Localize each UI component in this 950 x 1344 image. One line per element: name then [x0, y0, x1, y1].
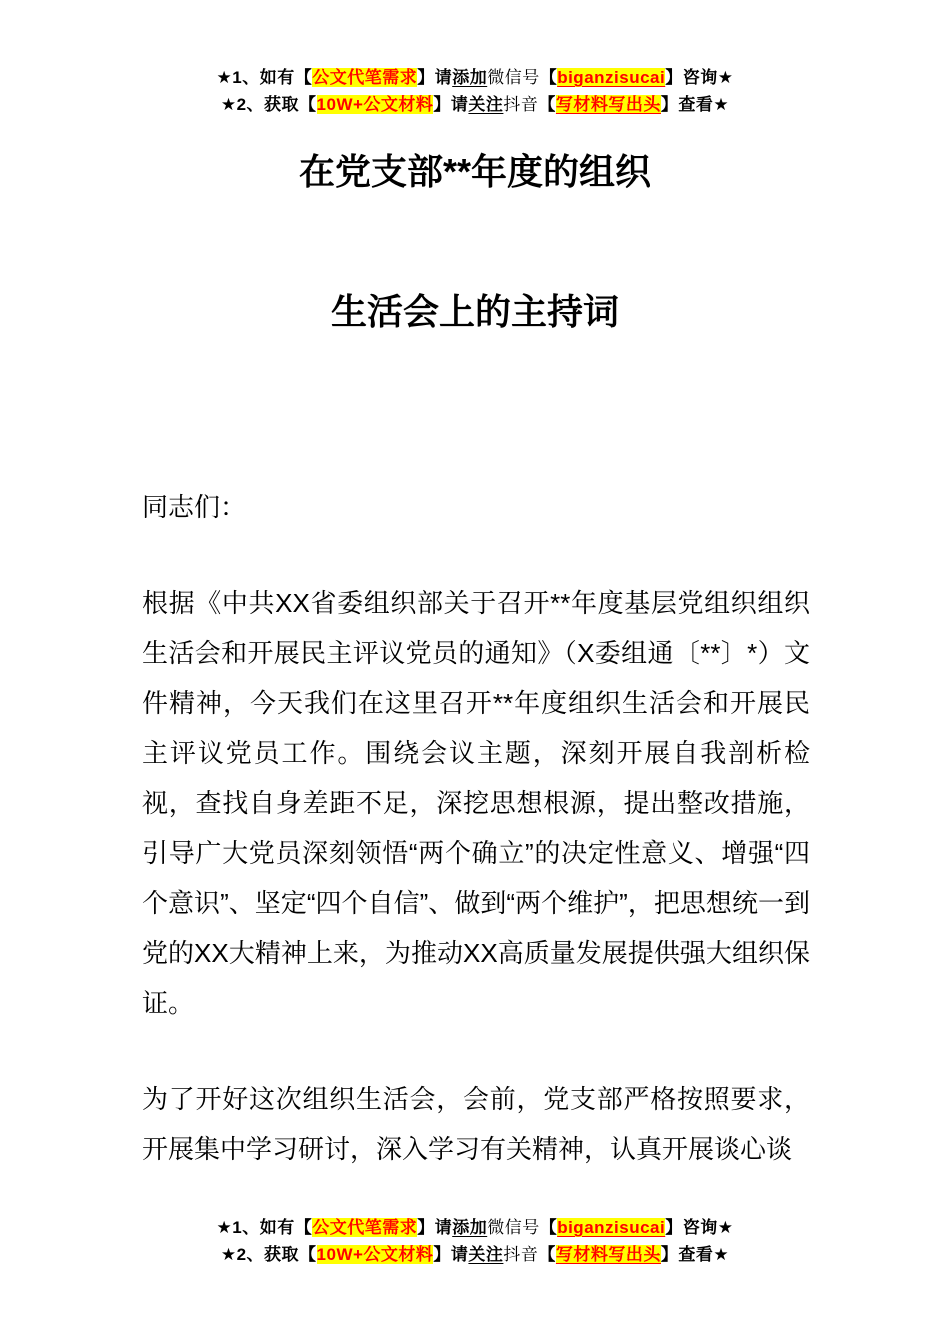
ad-connector-text: 】请 [433, 1245, 469, 1264]
ad-douyin-account-highlight: 写材料写出头 [555, 1245, 661, 1264]
ad-platform-wechat-text: 微信号 [487, 1218, 540, 1237]
ad-suffix-text: 】咨询★ [665, 1218, 734, 1237]
document-title-line-2: 生活会上的主持词 [330, 291, 619, 332]
ad-platform-wechat-text: 微信号 [487, 68, 540, 87]
ad-action-add-underlined: 添加 [452, 68, 488, 87]
ad-prefix-text: ★1、如有【 [216, 68, 313, 87]
ad-platform-douyin-text: 抖音 [503, 1245, 539, 1264]
body-paragraph-1: 根据《中共XX省委组织部关于召开**年度基层党组织组织生活会和开展民主评议党员的通知》（X委组通〔**〕*）文件精神，今天我们在这里召开**年度组织生活会和开展民主评议党员工作。围绕会议主题，深刻开展自我剖析检视，查找自身差距不足，深挖思想根源，提出整改措施，引导广大党员深刻领悟“两个确立”的决定性意义、增强“四个意识”、坚定“四个自信”、做到“两个维护”，把思想统一到党的XX大精神上来，为推动XX高质量发展提供强大组织保证。 [142, 588, 810, 1018]
ad-prefix-text: ★2、获取【 [220, 1245, 317, 1264]
ad-connector-text: 】请 [417, 68, 453, 87]
ad-prefix-text: ★1、如有【 [216, 1218, 313, 1237]
ad-open-bracket: 【 [539, 68, 558, 87]
ad-action-follow-underlined: 关注 [468, 95, 504, 114]
ad-suffix-text: 】咨询★ [665, 68, 734, 87]
footer-ad-banner [0, 1214, 950, 1268]
ad-service-keyword-highlight: 公文代笔需求 [312, 1218, 418, 1237]
footer-ad-line-1 [0, 1214, 950, 1241]
ad-open-bracket: 【 [538, 1245, 556, 1264]
salutation: 同志们： [142, 492, 247, 522]
ad-action-follow-underlined: 关注 [468, 1245, 504, 1264]
ad-connector-text: 】请 [417, 1218, 453, 1237]
ad-action-add-underlined: 添加 [452, 1218, 488, 1237]
ad-suffix-text: 】查看★ [660, 1245, 730, 1264]
document-body [142, 482, 810, 1220]
ad-suffix-text: 】查看★ [660, 95, 730, 114]
header-ad-banner [0, 64, 950, 118]
ad-material-keyword-highlight: 10W+公文材料 [316, 95, 434, 114]
ad-service-keyword-highlight: 公文代笔需求 [312, 68, 418, 87]
footer-ad-line-2 [0, 1241, 950, 1268]
ad-open-bracket: 【 [538, 95, 556, 114]
header-ad-line-1 [0, 64, 950, 91]
ad-wechat-id-highlight: biganzisucai [557, 1218, 666, 1237]
header-ad-line-2 [0, 91, 950, 118]
ad-open-bracket: 【 [539, 1218, 558, 1237]
ad-douyin-account-highlight: 写材料写出头 [555, 95, 661, 114]
ad-prefix-text: ★2、获取【 [220, 95, 317, 114]
body-paragraph-2: 为了开好这次组织生活会，会前，党支部严格按照要求，开展集中学习研讨，深入学习有关精神，认真开展谈心谈 [142, 1084, 810, 1164]
ad-material-keyword-highlight: 10W+公文材料 [316, 1245, 434, 1264]
ad-wechat-id-highlight: biganzisucai [557, 68, 666, 87]
ad-connector-text: 】请 [433, 95, 469, 114]
ad-platform-douyin-text: 抖音 [503, 95, 539, 114]
document-title-line-1: 在党支部**年度的组织 [298, 151, 652, 192]
